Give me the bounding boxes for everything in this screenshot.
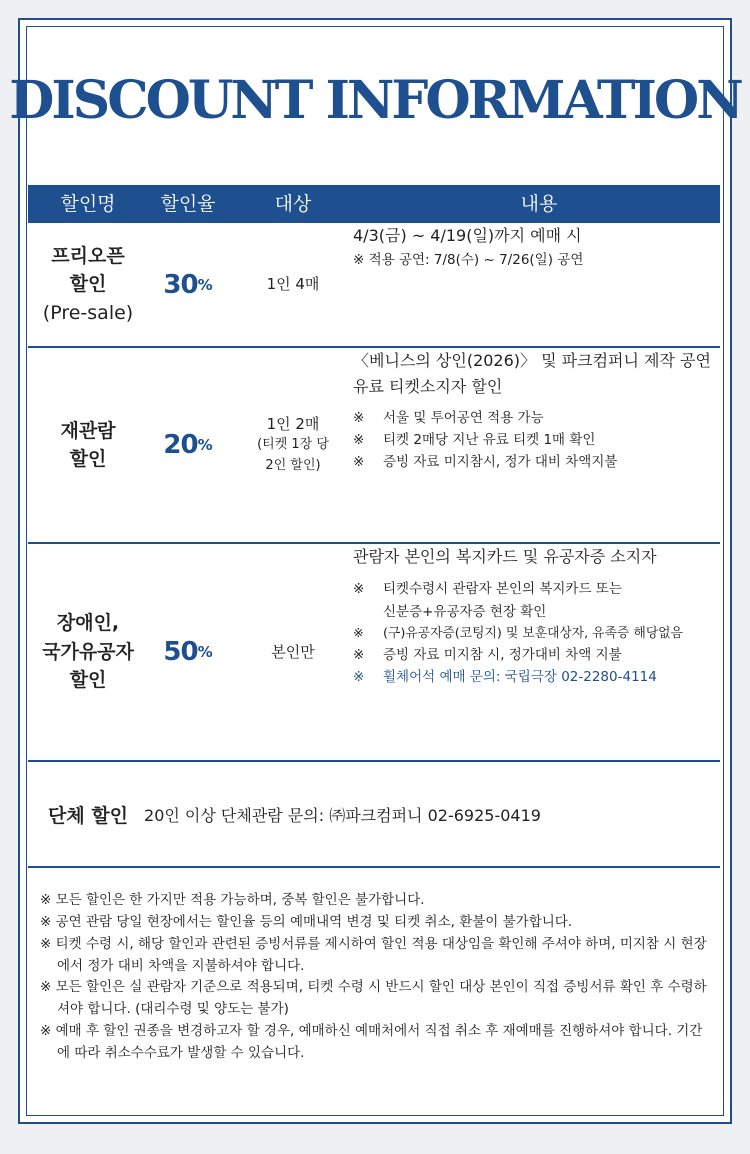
header-name: 할인명 <box>60 193 116 215</box>
discount-target: 1인 2매 (티켓 1장 당 2인 할인) <box>257 414 329 474</box>
group-discount-text: 20인 이상 단체관람 문의: ㈜파크컴퍼니 02-6925-0419 <box>144 805 541 825</box>
header-target: 대상 <box>274 193 312 215</box>
discount-name: 프리오픈 할인 (Pre-sale) <box>42 244 134 324</box>
discount-name: 재관람 할인 <box>60 419 116 470</box>
group-discount-name: 단체 할인 <box>48 804 129 827</box>
footer-note: ※ 모든 할인은 한 가지만 적용 가능하며, 중복 할인은 불가합니다. <box>40 892 425 908</box>
header-rate: 할인율 <box>160 193 216 215</box>
discount-target: 본인만 <box>271 642 315 661</box>
table-row-disabled-veteran <box>28 544 720 762</box>
table-row-presale <box>28 223 720 348</box>
footer-note: ※ 예매 후 할인 권종을 변경하고자 할 경우, 예매하신 예매처에서 직접 취소 후 재예매를 진행하셔야 합니다. 기간에 따라 취소수수료가 발생할 수 있습니다. <box>40 1023 703 1062</box>
group-discount <box>28 762 720 868</box>
table-row-revisit <box>28 348 720 544</box>
discount-content: 4/3(금) ~ 4/19(일)까지 예매 시 ※ 적용 공연: 7/8(수) ~ 7/26(일) 공연 <box>353 226 584 269</box>
discount-content: 관람자 본인의 복지카드 및 유공자증 소지자 ※ 티켓수령시 관람자 본인의 복지카드 또는 신분증+유공자증 현장 확인 ※ (구)유공자증(코팅지) 및 보훈대상자, 유족증 해당없음 ※ 증빙 자료 미지참 시, 정가대비 차액 지불 ※ 휠체어석 예매 문의: 국립극장 02-2280-4114 <box>353 547 683 686</box>
discount-rate: 50 % <box>163 637 213 667</box>
wheelchair-inquiry: 휠체어석 예매 문의: 국립극장 02-2280-4114 <box>383 669 657 686</box>
discount-content: 〈베니스의 상인(2026)〉 및 파크컴퍼니 제작 공연 유료 티켓소지자 할인 ※ 서울 및 투어공연 적용 가능 ※ 티켓 2매당 지난 유료 티켓 1매 확인 ※ 증빙 자료 미지참시, 정가 대비 차액지불 <box>353 351 711 471</box>
discount-target: 1인 4매 <box>266 275 320 294</box>
page-title: DISCOUNT INFORMATION <box>9 70 741 131</box>
footer-note: ※ 모든 할인은 실 관람자 기준으로 적용되며, 티켓 수령 시 반드시 할인 대상 본인이 직접 증빙서류 확인 후 수령하셔야 합니다. (대리수령 및 양도는 불가) <box>40 979 707 1018</box>
footer-note: ※ 티켓 수령 시, 해당 할인과 관련된 증빙서류를 제시하여 할인 적용 대상임을 확인해 주셔야 하며, 미지참 시 현장에서 정가 대비 차액을 지불하셔야 합니다. <box>40 935 707 974</box>
footer-note: ※ 공연 관람 당일 현장에서는 할인율 등의 예매내역 변경 및 티켓 취소, 환불이 불가합니다. <box>40 913 573 930</box>
discount-name: 장애인, 국가유공자 할인 <box>42 612 134 692</box>
discount-rate: 30 % <box>163 269 213 300</box>
header-content: 내용 <box>520 193 558 215</box>
footer-notes <box>40 890 710 1065</box>
table-header <box>28 185 720 223</box>
discount-rate: 20 % <box>163 430 213 460</box>
